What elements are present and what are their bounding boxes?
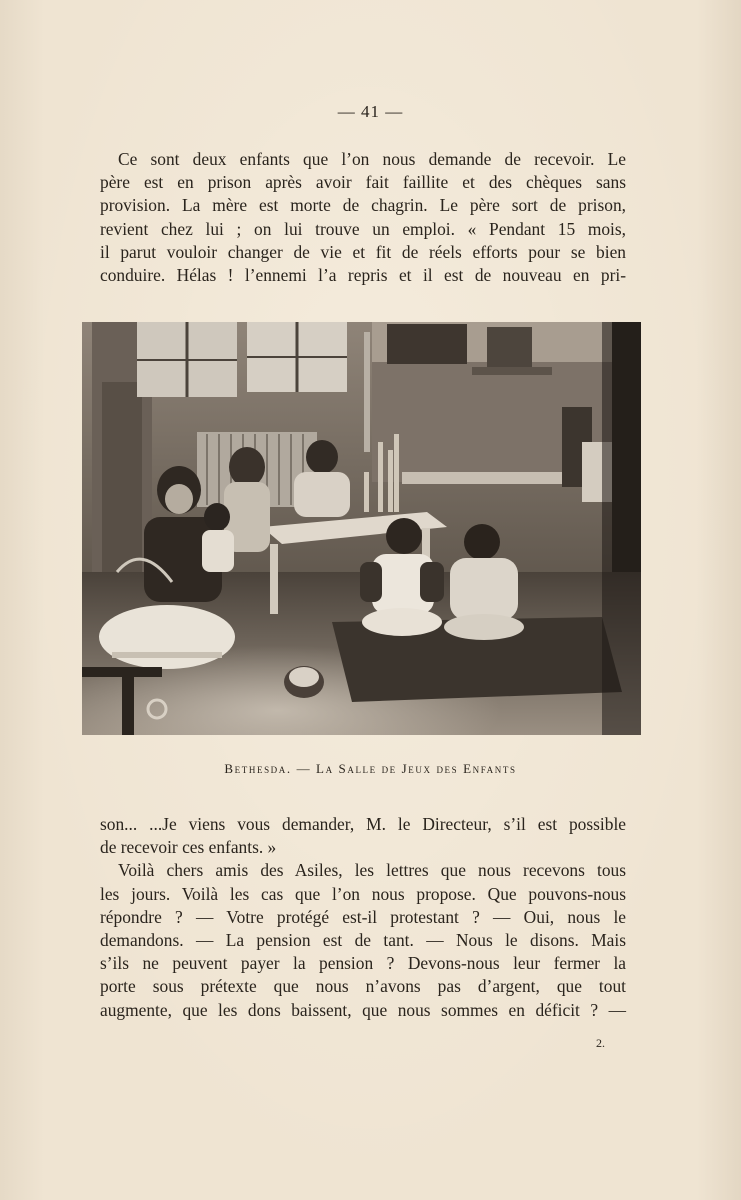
text-line: les jours. Voilà les cas que l’on nous propose. Que pouvons-nous [100, 883, 626, 904]
text-line: provision. La mère est morte de chagrin. Le père sort de prison, [100, 195, 626, 216]
text-line: demandons. — La pension est de tant. — Nous le disons. Mais [100, 930, 626, 951]
text-line: son... ...Je viens vous demander, M. le Directeur, s’il est possible [100, 814, 626, 834]
text-line: porte sous prétexte que nous n’avons pas d’argent, que tout [100, 976, 626, 997]
text-line: augmente, que les dons baissent, que nous sommes en déficit ? — [100, 999, 626, 1020]
text-line: il parut vouloir changer de vie et fit de réels efforts pour se bien [100, 241, 626, 262]
text-line: s’ils ne peuvent payer la pension ? Devons-nous leur fermer la [100, 953, 626, 974]
text-line: père est en prison après avoir fait faillite et des chèques sans [100, 172, 626, 193]
photo-caption: Bethesda. — La Salle de Jeux des Enfants [224, 761, 517, 776]
page-number: — 41 — [337, 102, 404, 121]
photograph-playroom [82, 322, 641, 735]
text-line: Ce sont deux enfants que l’on nous demande de recevoir. Le [118, 149, 626, 169]
text-line: répondre ? — Votre protégé est-il protestant ? — Oui, nous le [100, 906, 626, 927]
signature-mark: 2. [596, 1036, 605, 1050]
text-line: conduire. Hélas ! l’ennemi l’a repris et il est de nouveau en pri- [100, 265, 626, 286]
text-line: de recevoir ces enfants. » [100, 837, 277, 858]
text-line: Voilà chers amis des Asiles, les lettres que nous recevons tous [118, 860, 626, 881]
paragraph-bottom [100, 813, 626, 1022]
text-line: revient chez lui ; on lui trouve un emploi. « Pendant 15 mois, [100, 218, 626, 239]
paragraph-top [100, 148, 626, 287]
